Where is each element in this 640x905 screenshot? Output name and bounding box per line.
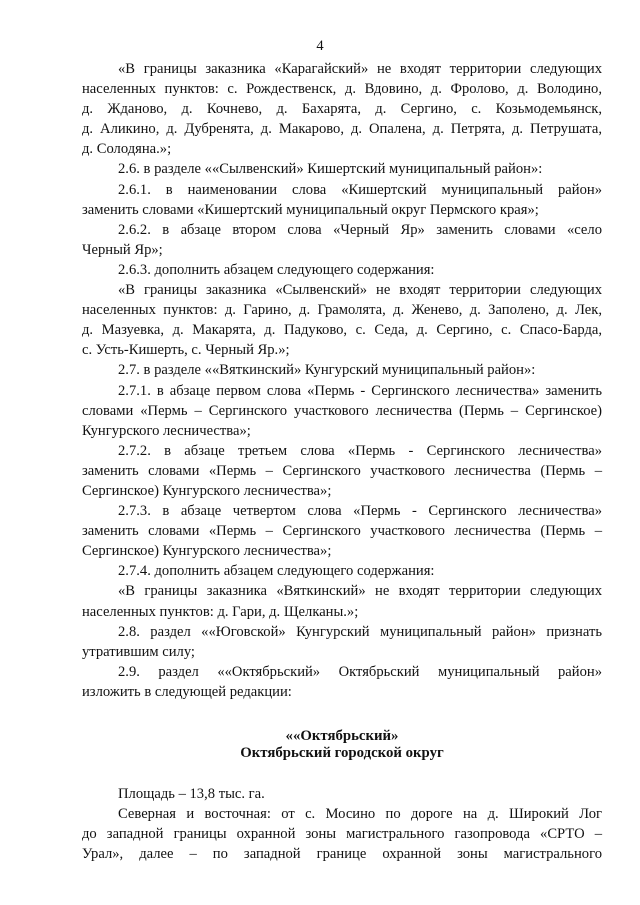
paragraph-line: «В границы заказника «Вяткинский» не входят территории следующих xyxy=(118,583,602,600)
paragraph xyxy=(82,381,602,441)
paragraph-line: до западной границы охранной зоны магистрального газопровода «СРТО – xyxy=(82,826,602,843)
document-body xyxy=(82,59,602,864)
paragraph-line: населенных пунктов: д. Гарино, д. Грамолята, д. Женево, д. Заполено, д. Лек, xyxy=(82,302,602,319)
paragraph-line: 2.7.2. в абзаце третьем слова «Пермь - Сергинского лесничества» xyxy=(118,442,602,459)
paragraph xyxy=(82,581,602,621)
paragraph xyxy=(82,662,602,702)
paragraph-line: 2.7.3. в абзаце четвертом слова «Пермь - Сергинского лесничества» xyxy=(118,503,602,520)
paragraph xyxy=(82,360,602,380)
paragraph-line: 2.6.1. в наименовании слова «Кишертский муниципальный район» xyxy=(118,181,602,198)
paragraph-line: с. Усть-Кишерть, с. Черный Яр.»; xyxy=(82,342,290,359)
paragraph xyxy=(82,260,602,280)
paragraph-line: изложить в следующей редакции: xyxy=(82,683,292,700)
paragraph-line: населенных пунктов: д. Гари, д. Щелканы.»; xyxy=(82,603,359,620)
paragraph-line: 2.6.3. дополнить абзацем следующего содержания: xyxy=(118,261,435,278)
paragraph xyxy=(82,220,602,260)
area-paragraph: Площадь – 13,8 тыс. га. xyxy=(118,786,265,802)
paragraph-line: Северная и восточная: от с. Мосино по дороге на д. Широкий Лог xyxy=(118,806,602,823)
paragraph xyxy=(82,59,602,159)
paragraph-line: «В границы заказника «Карагайский» не входят территории следующих xyxy=(118,61,602,77)
boundary-paragraph xyxy=(82,804,602,864)
paragraph-line: 2.6.2. в абзаце втором слова «Черный Яр» заменить словами «село xyxy=(118,221,602,238)
paragraph-line: 2.7.4. дополнить абзацем следующего содержания: xyxy=(118,563,435,580)
page-number: 4 xyxy=(316,38,324,54)
paragraph xyxy=(82,441,602,501)
paragraph xyxy=(82,159,602,179)
amendment-paragraphs xyxy=(82,59,602,702)
section-heading xyxy=(82,728,602,762)
paragraph-line: 2.7. в разделе ««Вяткинский» Кунгурский муниципальный район»: xyxy=(118,362,536,379)
paragraph-line: Черный Яр»; xyxy=(82,241,163,258)
paragraph-line: 2.8. раздел ««Юговской» Кунгурский муниципальный район» признать xyxy=(118,623,602,640)
paragraph-line: д. Мазуевка, д. Макарята, д. Падуково, с. Седа, д. Сергино, с. Спасо-Барда, xyxy=(82,322,602,339)
paragraph-line: утратившим силу; xyxy=(82,643,195,660)
paragraph-line: населенных пунктов: с. Рождественск, д. Вдовино, д. Фролово, д. Володино, xyxy=(82,81,602,98)
paragraph-line: Сергинское) Кунгурского лесничества»; xyxy=(82,543,332,560)
paragraph-line: Кунгурского лесничества»; xyxy=(82,422,251,439)
paragraph-line: 2.9. раздел ««Октябрьский» Октябрьский муниципальный район» xyxy=(118,663,602,680)
paragraph-line: д. Жданово, д. Кочнево, д. Бахарята, д. Сергино, с. Козьмодемьянск, xyxy=(82,101,602,118)
paragraph-line: словами «Пермь – Сергинского участкового лесничества (Пермь – Сергинское) xyxy=(82,402,602,419)
paragraph-line: Урал», далее – по западной границе охранной зоны магистрального xyxy=(82,846,602,863)
paragraph xyxy=(82,180,602,220)
paragraph-line: «В границы заказника «Сылвенский» не входят территории следующих xyxy=(118,282,602,299)
paragraph-line: д. Солодяна.»; xyxy=(82,141,172,158)
paragraph xyxy=(82,280,602,360)
paragraph-line: 2.6. в разделе ««Сылвенский» Кишертский муниципальный район»: xyxy=(118,161,543,178)
paragraph-line: Сергинское) Кунгурского лесничества»; xyxy=(82,482,332,499)
section-heading-subtitle: Октябрьский городской округ xyxy=(240,745,444,761)
paragraph xyxy=(82,501,602,561)
paragraph xyxy=(82,561,602,581)
paragraph-line: заменить словами «Пермь – Сергинского участкового лесничества (Пермь – xyxy=(82,462,602,479)
paragraph-line: заменить словами «Кишертский муниципальный округ Пермского края»; xyxy=(82,201,539,218)
paragraph-line: 2.7.1. в абзаце первом слова «Пермь - Сергинского лесничества» заменить xyxy=(118,382,602,399)
section-heading-title: ««Октябрьский» xyxy=(285,728,399,744)
paragraph xyxy=(82,622,602,662)
paragraph-line: заменить словами «Пермь – Сергинского участкового лесничества (Пермь – xyxy=(82,523,602,540)
paragraph-line: д. Аликино, д. Дубренята, д. Макарово, д. Опалена, д. Петрята, д. Петрушата, xyxy=(82,121,602,138)
